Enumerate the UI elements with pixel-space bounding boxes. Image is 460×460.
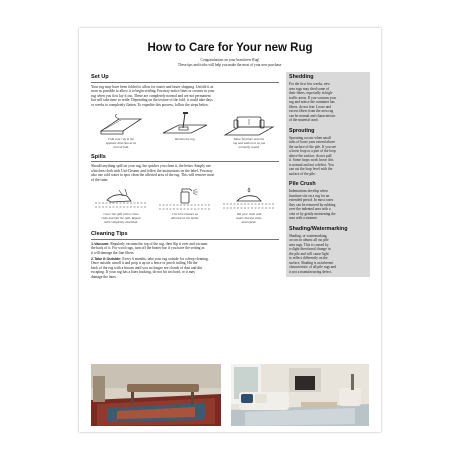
shading-heading: Shading/Watermarking: [289, 225, 348, 232]
tip-line: escaping. If your rug has a latex backing, do not hit too hard, or it may: [91, 270, 196, 275]
tip-line: the back of it. For wool rugs, turn off the beater bar if you have the setting as: [91, 246, 205, 251]
caption-line: normally would.: [238, 144, 260, 149]
text-line: surface. Shading is an inherent: [289, 260, 334, 265]
caption-line: Wet your cloth with: [236, 212, 262, 217]
spills-text: [91, 164, 279, 182]
setup-caption-3: [233, 138, 265, 150]
wet-cloth-icon: [221, 186, 277, 212]
text-line: Sprouting occurs when small: [289, 135, 331, 140]
tip-line: Once outside, unroll it and prop it up on a fence or porch railing. Hit the: [91, 261, 198, 266]
sofa-on-rug-icon: [221, 111, 277, 137]
setup-step-furniture: [219, 111, 279, 150]
pile-crush-heading: Pile Crush: [289, 181, 316, 187]
tip-label: 1.Vacuum:: [91, 241, 110, 246]
text-line: or weeks to completely flatten. To expedite this process, follow the steps below.: [91, 102, 209, 107]
care-guide-page: [79, 28, 381, 432]
text-line: of the stain.: [91, 177, 109, 182]
setup-heading: Set Up: [91, 74, 109, 80]
text-line: area with a steamer.: [289, 216, 318, 220]
pile-crush-section: [289, 181, 367, 221]
caption-line: Vacuum the rug.: [174, 137, 196, 142]
list-item: [91, 242, 279, 256]
text-line: they can be removed by rubbing: [289, 202, 336, 207]
caption-line: Move furniture onto the: [233, 137, 265, 142]
text-line: is not a manufacturing defect.: [289, 269, 332, 274]
section-divider: [91, 239, 279, 240]
text-line: above the surface, do not pull: [289, 153, 332, 158]
text-line: rug and notice the container has: [289, 100, 335, 104]
left-column: [91, 74, 279, 281]
spills-caption-1: [101, 213, 140, 225]
caption-line: rug and walk on it as you: [232, 141, 266, 145]
text-line: area rugs. This is caused by: [289, 242, 329, 247]
setup-text: [91, 85, 279, 108]
tip-label: 2.Take It Outside:: [91, 256, 122, 261]
tip-line: back of the rug with a broom until you no longer see clouds of dust and dirt: [91, 265, 203, 270]
setup-step-vacuum: [155, 111, 215, 150]
text-line: For the first few weeks, new: [289, 82, 330, 86]
text-line: soon as possible to allow it to begin settling.You may notice lines or creases in your: [91, 89, 215, 94]
page-subtitle: [79, 58, 381, 68]
cleaning-tips-heading: Cleaning Tips: [91, 231, 128, 238]
text-line: Your rug may have been folded to allow for easier and faster shipping. Unfold it as: [91, 84, 214, 89]
setup-section: [91, 74, 279, 150]
spills-caption-2: [171, 213, 199, 221]
text-line: tufts of loose yarn extend above: [289, 140, 336, 144]
care-sidebar: [286, 72, 370, 277]
text-line: rug when you first lay it out. These are completely normal and are not permanent: [91, 93, 211, 98]
caption-line: water, blot the stain,: [236, 216, 262, 221]
caption-line: Cover the spill with a clean: [103, 212, 139, 217]
rug-room-photo-left: [91, 364, 221, 426]
subtitle-line: Congratulations on your brand new Rug!: [200, 58, 260, 62]
text-line: Indentations develop when: [289, 189, 328, 193]
text-line: also use cold water to spot clean the affected area of the rug. This will remove most: [91, 173, 215, 178]
caption-line: opposite direction as its: [105, 141, 137, 145]
caption-line: directed on the bottle.: [171, 216, 199, 221]
spills-illustrations: [91, 186, 279, 225]
caption-line: until completely absorbed.: [104, 220, 138, 225]
text-line: it. Some loops work loose; this: [289, 158, 334, 162]
shedding-heading: Shedding: [289, 74, 314, 80]
spills-section: [91, 154, 279, 225]
rug-photo-bench: [91, 364, 221, 426]
text-line: furniture sits on a rug for an: [289, 193, 330, 198]
caption-line: current fold.: [113, 144, 129, 149]
text-line: Shading, or watermarking,: [289, 233, 328, 238]
text-line: to reflect differently on the: [289, 256, 328, 260]
text-line: can cut the loop level with the: [289, 167, 333, 171]
text-line: the pile and will cause light: [289, 251, 329, 256]
spills-step-cleaner: [155, 186, 215, 225]
caption-line: cloth and blot the spill. Repeat: [101, 216, 141, 221]
spills-step-water: [219, 186, 279, 225]
rug-photo-living-room: [231, 364, 369, 426]
shading-text: [289, 234, 367, 275]
section-divider: [91, 82, 279, 83]
text-line: characteristic of all pile rugs and: [289, 265, 336, 269]
shedding-text: [289, 82, 367, 123]
sprouting-section: [289, 128, 367, 177]
text-line: surface of the pile.: [289, 171, 316, 176]
text-line: excess fibers from the area rug: [289, 109, 334, 113]
caption-line: and repeat.: [241, 220, 257, 225]
sprouting-heading: Sprouting: [289, 127, 315, 134]
text-line: is normal and not a defect. You: [289, 162, 334, 167]
text-line: fibers, do not fear. Loose and: [289, 104, 332, 109]
pile-crush-text: [289, 189, 367, 221]
cleaning-tips-section: [91, 231, 279, 279]
shedding-section: [289, 74, 367, 123]
setup-caption-2: [175, 138, 196, 142]
blot-cloth-icon: [93, 186, 149, 212]
tip-line: damage the latex.: [91, 274, 117, 279]
caption-line: Use Uni-Cleaner as: [172, 212, 198, 217]
text-line: traffic areas. If you vacuum your: [289, 95, 337, 100]
spray-bottle-icon: [157, 186, 213, 212]
spills-heading: Spills: [91, 153, 106, 160]
list-item: [91, 257, 279, 280]
rug-room-photo-right: [231, 364, 369, 426]
spills-caption-3: [236, 213, 262, 225]
text-line: of the material used.: [289, 118, 319, 122]
subtitle-line: These tips and tricks will help you make the most of your new purchase.: [177, 62, 283, 67]
text-line: over the indented area with a: [289, 207, 331, 211]
sprouting-text: [289, 136, 367, 177]
text-line: can be normal and characteristic: [289, 113, 336, 118]
text-line: Should anything spill on your rug, the quicker you clean it, the better. Simply use: [91, 164, 211, 169]
tip-line: it will damage the fine fibers.: [91, 250, 135, 255]
text-line: area rugs may shed some of: [289, 86, 330, 91]
text-line: coin or by gently moistening the: [289, 211, 336, 216]
text-line: extended period. In most cases: [289, 198, 334, 202]
text-line: a kitchen cloth with Uni-Cleaner and follow the instructions on the label. You may: [91, 168, 213, 173]
text-line: occurs in almost all cut pile: [289, 238, 329, 242]
vacuum-icon: [157, 111, 213, 137]
text-line: but will take time to settle. Depending on the texture of the fold, it could take days: [91, 98, 213, 103]
setup-illustrations: [91, 111, 279, 150]
text-line: their fibers, especially in high-: [289, 91, 334, 95]
cleaning-tips-list: [91, 242, 279, 280]
page-title: How to Care for Your new Rug: [147, 42, 313, 54]
folded-rug-icon: [93, 111, 149, 137]
shading-section: [289, 226, 367, 275]
caption-line: Fold your rug in the: [108, 137, 134, 142]
tip-line: Every 6 months, take your rug outside for a deep cleaning.: [122, 256, 209, 261]
tip-line: Regularly vacuum the top of the rug, then flip it over and vacuum: [110, 241, 208, 246]
spills-step-blot: [91, 186, 151, 225]
text-line: the surface of the pile. If you see: [289, 144, 337, 149]
setup-step-fold: [91, 111, 151, 150]
text-line: a loose loop or a part of the loop: [289, 149, 336, 153]
setup-caption-1: [106, 138, 136, 150]
section-divider: [91, 161, 279, 162]
text-line: a slight directional change in: [289, 247, 331, 251]
right-column: [286, 72, 370, 277]
